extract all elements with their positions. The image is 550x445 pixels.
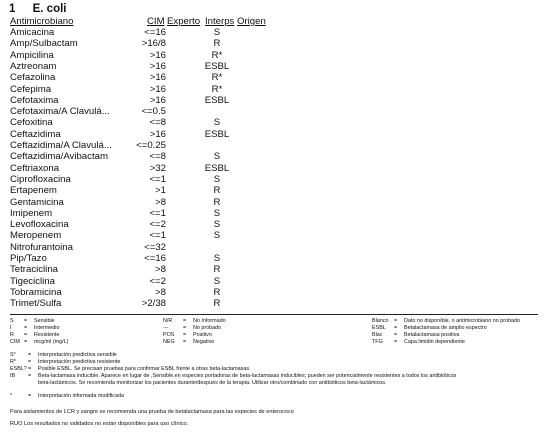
antimicrobial-name: Levofloxacina <box>10 219 69 231</box>
cim-value: <=8 <box>149 151 166 163</box>
antimicrobial-name: Trimet/Sulfa <box>10 298 62 310</box>
legend-predictive <box>10 352 456 387</box>
cim-value: >2/38 <box>141 298 166 310</box>
table-row <box>0 106 550 118</box>
interpretation: S <box>213 219 221 231</box>
table-row <box>0 151 550 163</box>
table-row <box>0 287 550 299</box>
antimicrobial-name: Ceftazidima/Avibactam <box>10 151 108 163</box>
antimicrobial-name: Ceftriaxona <box>10 162 60 174</box>
antimicrobial-name: Aztreonam <box>10 60 57 72</box>
antimicrobial-name: Pip/Tazo <box>10 253 47 264</box>
cim-value: >8 <box>155 196 166 208</box>
cim-value: <=0.25 <box>136 140 166 151</box>
cim-value: >16 <box>149 94 166 106</box>
header-interp: Interps <box>205 16 235 27</box>
legend-item: N/R = No Informado <box>163 318 226 324</box>
table-row <box>0 208 550 220</box>
interpretation: ESBL <box>204 60 230 72</box>
interpretation: S <box>213 207 221 219</box>
table-row <box>0 219 550 231</box>
legend-modified: * = Interpretación informada modificada <box>10 393 124 399</box>
cim-value: >16/8 <box>141 38 166 50</box>
antimicrobial-name: Tetraciclina <box>10 264 58 276</box>
cim-value: >32 <box>149 162 166 174</box>
interpretation: R* <box>211 49 223 61</box>
table-row <box>0 129 550 141</box>
table-row <box>0 61 550 73</box>
cim-value: <=1 <box>149 173 166 185</box>
antimicrobial-name: Tobramicina <box>10 286 62 298</box>
antimicrobial-name: Tigeciclina <box>10 275 55 287</box>
table-row <box>0 72 550 84</box>
interpretation: S <box>213 173 221 185</box>
interpretation: S <box>213 253 221 264</box>
interpretation: R <box>213 196 221 208</box>
legend-item: POS = Positivo <box>163 332 212 338</box>
cim-value: <=16 <box>144 253 166 264</box>
legend-item: NEG = Negativo <box>163 339 215 345</box>
table-row <box>0 27 550 39</box>
table-row <box>0 140 550 152</box>
interpretation: S <box>213 151 221 163</box>
antimicrobial-name: Ertapenem <box>10 185 57 197</box>
antimicrobial-name: Nitrofurantoina <box>10 241 73 253</box>
cim-value: >1 <box>155 185 166 197</box>
header-expert: Experto <box>167 16 201 27</box>
interpretation: R <box>213 264 221 276</box>
antimicrobial-name: Ampicilina <box>10 49 54 61</box>
interpretation: R* <box>211 72 223 84</box>
antimicrobial-name: Ciprofloxacina <box>10 173 71 185</box>
antimicrobial-name: Cefotaxima <box>10 94 59 106</box>
note-lcr: Para aislamientos de LCR y sangre se recomienda una prueba de betalactamasa para las especies de enterococo <box>10 409 294 415</box>
antimicrobial-name: Cefoxitina <box>10 117 53 129</box>
table-row <box>0 174 550 186</box>
legend-item: --- = No probado <box>163 325 222 331</box>
legend-item: R = Resistente <box>10 332 60 338</box>
table-row <box>0 84 550 96</box>
antimicrobial-name: Amicacina <box>10 27 55 38</box>
cim-value: <=2 <box>149 275 166 287</box>
cim-value: <=1 <box>149 207 166 219</box>
note-ruo: RUO Los resultados no validados no están disponibles para uso clínico. <box>10 421 189 427</box>
legend-item: S* = Interpretación predictiva sensible <box>10 352 117 358</box>
table-row <box>0 230 550 242</box>
cim-value: <=2 <box>149 219 166 231</box>
isolate-number: 1 <box>9 3 16 15</box>
header-origin: Origen <box>237 16 266 27</box>
interpretation: R <box>213 185 221 197</box>
cim-value: >16 <box>149 72 166 84</box>
table-row <box>0 276 550 288</box>
antimicrobial-name: Cefotaxima/A Clavulá... <box>10 106 110 118</box>
table-row <box>0 117 550 129</box>
interpretation: ESBL <box>204 94 230 106</box>
legend-item: Blac = Betalactamasa positiva <box>372 332 460 338</box>
interpretation: ESBL <box>204 162 230 174</box>
legend-item: Blanco = Dato no disponible, o antimicrobiano no probado <box>372 318 520 324</box>
table-row <box>0 185 550 197</box>
antimicrobial-name: Amp/Sulbactam <box>10 38 78 50</box>
legend-item: IB = Beta-lactamasa inducible. Aparece en lugar de ,Sensible,en especies portadoras de beta-lactamasas inducibles; pueden ser potencialmente resistentes a todos los antibióticos <box>10 373 457 379</box>
interpretation: ESBL <box>204 128 230 140</box>
cim-value: <=16 <box>144 27 166 38</box>
antimicrobial-name: Meropenem <box>10 230 62 242</box>
interpretation: R* <box>211 83 223 95</box>
cim-value: >8 <box>155 264 166 276</box>
legend-item: ESBL?= Posible ESBL. Se precisan pruebas para confirmar ESBL frente a otras beta-lactamasas. <box>10 366 251 372</box>
interpretation: S <box>213 27 221 38</box>
table-row <box>0 95 550 107</box>
legend-item: R* = Interpretación predictiva resistente <box>10 359 121 365</box>
cim-value: >16 <box>149 60 166 72</box>
cim-value: <=0.5 <box>141 106 166 118</box>
table-row <box>0 242 550 254</box>
interpretation: R <box>213 286 221 298</box>
table-row <box>0 298 550 310</box>
antimicrobial-name: Cefazolina <box>10 72 56 84</box>
table-row <box>0 253 550 265</box>
antimicrobial-name: Ceftazidima/A Clavulá... <box>10 140 112 151</box>
table-row <box>0 50 550 62</box>
antimicrobial-name: Imipenem <box>10 207 53 219</box>
table-row <box>0 197 550 209</box>
organism-name: E. coli <box>32 3 67 15</box>
legend-divider <box>10 314 538 315</box>
table-row <box>0 264 550 276</box>
legend-col-2 <box>163 318 226 346</box>
legend-col-1 <box>10 318 68 346</box>
legend-item: I = Intermedio <box>10 325 60 331</box>
interpretation: S <box>213 117 221 129</box>
cim-value: <=8 <box>149 117 166 129</box>
cim-value: >16 <box>149 49 166 61</box>
legend-item: ESBL = Betalactamasa de amplio espectro <box>372 325 487 331</box>
antimicrobial-name: Cefepima <box>10 83 52 95</box>
legend-item: CIM = mcg/ml (mg/L) <box>10 339 69 345</box>
interpretation: R <box>213 298 221 310</box>
antimicrobial-name: Gentamicina <box>10 196 64 208</box>
cim-value: <=32 <box>144 241 166 253</box>
cim-value: >16 <box>149 128 166 140</box>
header-antimicrobial: Antimicrobiano <box>10 16 74 27</box>
cim-value: >8 <box>155 286 166 298</box>
legend-col-3 <box>372 318 520 346</box>
legend-item: TFG = Capa limidin dependiente <box>372 339 465 345</box>
legend-item: S = Sensible <box>10 318 55 324</box>
interpretation: S <box>213 275 221 287</box>
cim-value: <=1 <box>149 230 166 242</box>
cim-value: >16 <box>149 83 166 95</box>
report-title <box>9 3 66 15</box>
header-cim: CIM <box>147 16 165 27</box>
interpretation: S <box>213 230 221 242</box>
table-row <box>0 163 550 175</box>
legend-item: beta-lactámicos. Se recomienda monitorizar los pacientes durante/después de la terapia. Utilizar otro/combinado con antibióticos beta-lactámicos. <box>38 380 387 386</box>
interpretation: R <box>213 38 221 50</box>
antimicrobial-name: Ceftazidima <box>10 128 61 140</box>
table-row <box>0 38 550 50</box>
